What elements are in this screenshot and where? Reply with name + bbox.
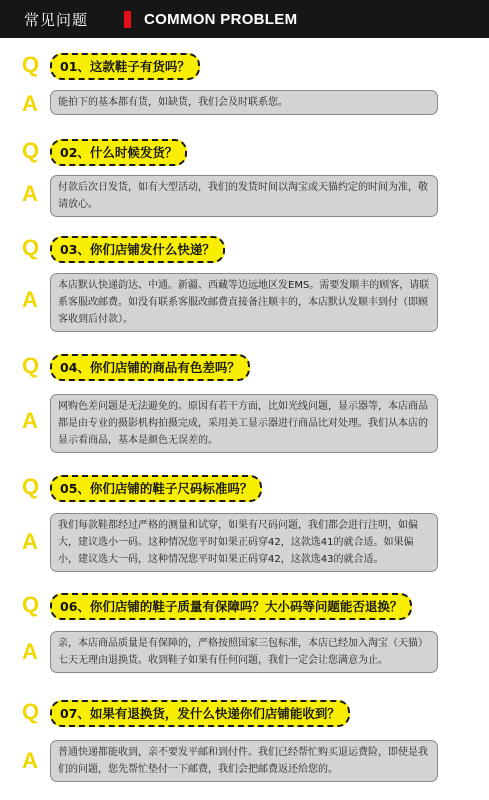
a-letter: A: [22, 287, 38, 312]
a-letter: A: [22, 91, 38, 116]
page-header: [0, 0, 489, 38]
faq-answer-4: 网购色差问题是无法避免的。原因有若干方面，比如光线问题，显示器等，本店商品都是由专业的摄影机构拍摄完成，采用美工显示器进行商品比对处理。我们从本店的显示看商品，基本是颜色无误差的。: [50, 394, 438, 453]
faq-question-4: 04、你们店铺的商品有色差吗？: [50, 354, 250, 381]
q-letter: Q: [22, 52, 40, 77]
faq-question-7: 07、如果有退换货，发什么快递你们店铺能收到？: [50, 700, 350, 727]
header-title-cn: 常见问题: [24, 10, 89, 29]
q-letter: Q: [22, 353, 40, 378]
header-title-en: COMMON PROBLEM: [144, 10, 298, 28]
a-letter: A: [22, 529, 38, 554]
faq-answer-3: 本店默认快递韵达、中通。新疆、西藏等边远地区发EMS。需要发顺丰的顾客，请联系客服改邮费。如没有联系客服改邮费直接备注顺丰的，本店默认发顺丰到付（即顾客收到后付款）。: [50, 273, 438, 332]
faq-answer-2: 付款后次日发货，如有大型活动，我们的发货时间以淘宝或天猫约定的时间为准，敬请放心。: [50, 175, 438, 217]
q-letter: Q: [22, 592, 40, 617]
q-letter: Q: [22, 474, 40, 499]
faq-answer-5: 我们每款鞋都经过严格的测量和试穿，如果有尺码问题，我们都会进行注明，如偏大，建议选小一码。这种情况您平时如果正码穿42，这款选41的就合适。如果偏小，建议选大一码，这种情况您平时如果正码穿42，这款选43的就合适。: [50, 513, 438, 572]
faq-question-2: 02、什么时候发货？: [50, 139, 187, 166]
a-letter: A: [22, 639, 38, 664]
q-letter: Q: [22, 235, 40, 260]
q-letter: Q: [22, 699, 40, 724]
a-letter: A: [22, 181, 38, 206]
faq-question-5: 05、你们店铺的鞋子尺码标准吗？: [50, 475, 262, 502]
faq-question-6: 06、你们店铺的鞋子质量有保障吗？大小码等问题能否退换？: [50, 593, 412, 620]
a-letter: A: [22, 408, 38, 433]
q-letter: Q: [22, 138, 40, 163]
faq-question-3: 03、你们店铺发什么快递？: [50, 236, 225, 263]
header-red-marker: [124, 11, 131, 28]
faq-answer-7: 普通快递都能收到，亲不要发平邮和到付件。我们已经帮忙购买退运费险，即使是我们的问题，您先帮忙垫付一下邮费，我们会把邮费返还给您的。: [50, 740, 438, 782]
faq-question-1: 01、这款鞋子有货吗？: [50, 53, 200, 80]
a-letter: A: [22, 748, 38, 773]
faq-answer-1: 能拍下的基本都有货，如缺货，我们会及时联系您。: [50, 90, 438, 115]
faq-answer-6: 亲，本店商品质量是有保障的，严格按照国家三包标准，本店已经加入淘宝（天猫）七天无理由退换货。收到鞋子如果有任何问题，我们一定会让您满意为止。: [50, 631, 438, 673]
